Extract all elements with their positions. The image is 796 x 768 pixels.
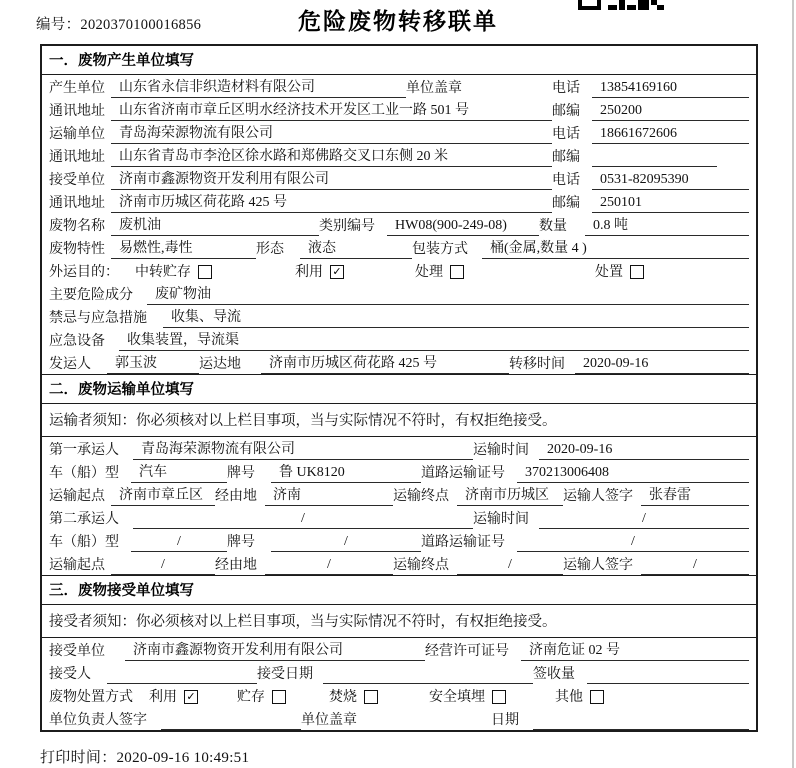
field-label: 废物特性 [49,242,105,257]
field-value: 济南市章丘区 [111,486,215,506]
form-row [42,144,756,167]
field-label: 数量 [539,219,567,234]
field-label: 电话 [552,127,580,142]
section-header-1: 一．废物产生单位填写 [42,46,756,75]
field-label: 运达地 [199,357,241,372]
field-value: 废机油 [111,216,319,236]
field-label: 发运人 [49,357,91,372]
field-value: / [641,555,749,575]
print-time: 打印时间：2020-09-16 10:49:51 [40,750,250,766]
checkbox-checked-icon: ✓ [330,265,344,279]
field-value: / [131,532,227,552]
field-label: 通讯地址 [49,196,105,211]
field-value [323,664,533,684]
field-value: 汽车 [131,463,227,483]
form-row [42,552,756,575]
checkbox-label: 利用 [149,690,177,705]
field-label: 接受日期 [257,667,313,682]
form-row [42,328,756,351]
field-value [161,710,301,730]
checkbox-option [595,263,715,282]
field-value: 济南市历城区 [457,486,563,506]
checkbox-option [295,263,415,282]
field-value: HW08(900-249-08) [387,216,539,236]
field-label: 通讯地址 [49,104,105,119]
field-label: 单位负责人签字 [49,713,147,728]
form-row [42,638,756,661]
section-note: 接受者须知：你必须核对以上栏目事项，当与实际情况不符时，有权拒绝接受。 [42,605,756,638]
field-value: 易燃性,毒性 [111,239,256,259]
field-label: 经由地 [215,489,257,504]
form-row [42,282,756,305]
form-row [42,437,756,460]
field-value: / [517,532,749,552]
field-value: 废矿物油 [147,285,749,305]
checkbox-unchecked-icon [590,690,604,704]
field-label: 运输起点 [49,558,105,573]
checkbox-unchecked-icon [364,690,378,704]
field-value: 张春雷 [641,486,749,506]
section-header-3: 三．废物接受单位填写 [42,575,756,605]
field-label: 形态 [256,242,284,257]
field-value: 济南市鑫源物资开发利用有限公司 [125,641,425,661]
checkbox-option [429,688,555,707]
checkbox-label: 安全填埋 [429,690,485,705]
field-value: 370213006408 [517,463,749,483]
field-label: 车（船）型 [49,466,119,481]
field-label: 电话 [552,81,580,96]
field-label: 通讯地址 [49,150,105,165]
field-label: 单位盖章 [406,81,462,96]
field-value: 济南 [265,486,393,506]
section-note: 运输者须知：你必须核对以上栏目事项，当与实际情况不符时，有权拒绝接受。 [42,404,756,437]
field-value: 0.8 吨 [585,216,749,236]
field-label: 运输起点 [49,489,105,504]
field-value [107,664,257,684]
field-label: 道路运输证号 [421,535,505,550]
field-value: 济南市鑫源物资开发利用有限公司 [111,170,552,190]
checkbox-option [329,688,429,707]
field-label: 单位盖章 [301,713,357,728]
field-label: 邮编 [552,104,580,119]
field-value: 250200 [592,101,749,121]
field-value: / [271,532,421,552]
field-label: 运输时间 [473,443,529,458]
field-label: 接受单位 [49,644,105,659]
field-label: 日期 [491,713,519,728]
section-header-2: 二．废物运输单位填写 [42,374,756,404]
field-value: / [539,509,749,529]
field-value: / [265,555,393,575]
field-label: 经由地 [215,558,257,573]
field-label: 电话 [552,173,580,188]
field-value: 收集、导流 [163,308,749,328]
field-value: 济南危证 02 号 [521,641,749,661]
field-value [587,664,749,684]
checkbox-option [415,263,595,282]
checkbox-label: 其他 [555,690,583,705]
field-label: 产生单位 [49,81,105,96]
field-value: / [133,509,473,529]
field-label: 运输终点 [393,558,449,573]
field-label: 废物名称 [49,219,105,234]
form-row [42,236,756,259]
field-label: 运输人签字 [563,489,633,504]
form-table [40,44,758,732]
field-value: / [457,555,563,575]
field-label: 主要危险成分 [49,288,133,303]
field-value: 250101 [592,193,749,213]
checkbox-option [555,688,645,707]
checkbox-label: 处理 [415,265,443,280]
form-row [42,506,756,529]
field-label: 运输人签字 [563,558,633,573]
form-row [42,98,756,121]
checkbox-label: 利用 [295,265,323,280]
checkbox-label: 处置 [595,265,623,280]
field-label: 道路运输证号 [421,466,505,481]
field-value: 13854169160 [592,78,749,98]
field-label: 经营许可证号 [425,644,509,659]
field-value: 济南市历城区荷花路 425 号 [111,193,552,213]
checkbox-label: 焚烧 [329,690,357,705]
field-value: 收集装置，导流渠 [119,331,749,351]
field-value: 桶(金属,数量 4 ) [482,239,749,259]
checkbox-option [149,688,237,707]
field-value: 青岛海荣源物流有限公司 [111,124,552,144]
form-row [42,167,756,190]
field-label: 运输时间 [473,512,529,527]
field-label: 运输单位 [49,127,105,142]
field-value: 2020-09-16 [539,440,749,460]
field-label: 邮编 [552,150,580,165]
form-row [42,213,756,236]
form-row [42,684,756,707]
qr-code-partial-icon [578,0,664,10]
form-row [42,351,756,374]
field-label: 签收量 [533,667,575,682]
field-label: 运输终点 [393,489,449,504]
field-value: 济南市历城区荷花路 425 号 [261,354,509,374]
page-title: 危险废物转移联单 [298,8,498,34]
serial-value: 2020370100016856 [80,17,202,33]
field-label: 外运目的： [49,265,119,280]
field-label: 接受单位 [49,173,105,188]
field-label: 类别编号 [319,219,375,234]
form-row [42,121,756,144]
field-label: 车（船）型 [49,535,119,550]
field-label: 包装方式 [412,242,468,257]
field-label: 第二承运人 [49,512,119,527]
field-value: 山东省永信非织造材料有限公司 [111,78,406,98]
field-label: 废物处置方式 [49,690,133,705]
form-row [42,259,756,282]
field-value: 鲁 UK8120 [271,463,421,483]
field-label: 禁忌与应急措施 [49,311,147,326]
checkbox-unchecked-icon [198,265,212,279]
form-row [42,460,756,483]
checkbox-unchecked-icon [450,265,464,279]
serial-label: 编号： [36,17,81,33]
field-label: 转移时间 [509,357,565,372]
checkbox-option [237,688,329,707]
checkbox-option [135,263,295,282]
field-value: 山东省济南市章丘区明水经济技术开发区工业一路 501 号 [111,101,552,121]
field-value: 山东省青岛市李沧区徐水路和郑佛路交叉口东侧 20 米 [111,147,552,167]
field-value: 0531-82095390 [592,170,749,190]
form-row [42,483,756,506]
field-value: 青岛海荣源物流有限公司 [133,440,473,460]
field-label: 牌号 [227,535,255,550]
field-label: 牌号 [227,466,255,481]
checkbox-checked-icon: ✓ [184,690,198,704]
checkbox-unchecked-icon [630,265,644,279]
field-label: 邮编 [552,196,580,211]
field-value: 液态 [300,239,412,259]
field-label: 第一承运人 [49,443,119,458]
checkbox-label: 贮存 [237,690,265,705]
field-value: 18661672606 [592,124,749,144]
checkbox-label: 中转贮存 [135,265,191,280]
form-row [42,190,756,213]
field-value [592,147,717,167]
spacer [381,729,491,730]
field-value: / [111,555,215,575]
field-value: 郭玉波 [107,354,199,374]
page-edge-line [792,0,794,768]
checkbox-unchecked-icon [272,690,286,704]
form-row [42,529,756,552]
field-value: 2020-09-16 [575,354,749,374]
checkbox-unchecked-icon [492,690,506,704]
field-label: 应急设备 [49,334,105,349]
field-value [533,710,749,730]
field-label: 接受人 [49,667,91,682]
form-row [42,75,756,98]
form-row [42,661,756,684]
form-row [42,305,756,328]
form-row [42,707,756,730]
